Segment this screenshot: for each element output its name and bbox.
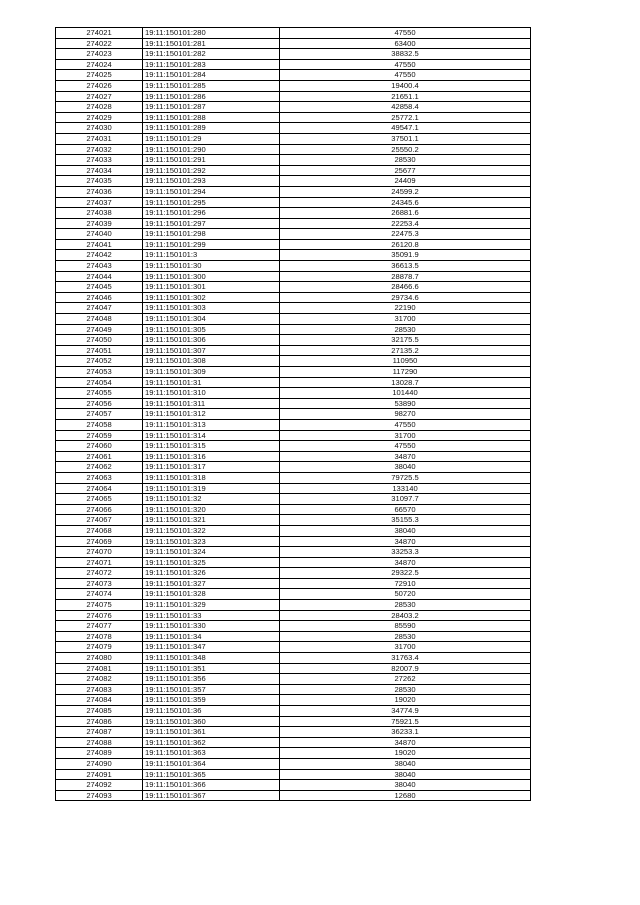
value-cell: 29734.6 [280,292,531,303]
table-row [56,525,531,536]
table-row [56,748,531,759]
cadastral-number-cell: 19:11:150101:363 [143,748,280,759]
row-id-cell: 274074 [56,589,143,600]
value-cell: 47550 [280,419,531,430]
table-row [56,674,531,685]
row-id-cell: 274060 [56,441,143,452]
table-row [56,419,531,430]
table-row [56,515,531,526]
cadastral-number-cell: 19:11:150101:312 [143,409,280,420]
value-cell: 25772.1 [280,112,531,123]
table-row [56,335,531,346]
row-id-cell: 274084 [56,695,143,706]
cadastral-number-cell: 19:11:150101:365 [143,769,280,780]
value-cell: 19020 [280,695,531,706]
cadastral-number-cell: 19:11:150101:316 [143,451,280,462]
value-cell: 34870 [280,536,531,547]
value-cell: 31763.4 [280,653,531,664]
cadastral-number-cell: 19:11:150101:303 [143,303,280,314]
cadastral-number-cell: 19:11:150101:304 [143,314,280,325]
table-row [56,80,531,91]
cadastral-number-cell: 19:11:150101:29 [143,133,280,144]
value-cell: 19400.4 [280,80,531,91]
value-cell: 24599.2 [280,186,531,197]
table-row [56,367,531,378]
value-cell: 47550 [280,441,531,452]
value-cell: 26881.6 [280,208,531,219]
cadastral-number-cell: 19:11:150101:357 [143,684,280,695]
cadastral-number-cell: 19:11:150101:313 [143,419,280,430]
table-row [56,261,531,272]
table-row [56,324,531,335]
value-cell: 22190 [280,303,531,314]
table-row [56,409,531,420]
table-row [56,568,531,579]
value-cell: 49547.1 [280,123,531,134]
table-row [56,70,531,81]
cadastral-number-cell: 19:11:150101:351 [143,663,280,674]
cadastral-number-cell: 19:11:150101:360 [143,716,280,727]
table-row [56,176,531,187]
cadastral-number-cell: 19:11:150101:307 [143,345,280,356]
table-row [56,303,531,314]
table-row [56,589,531,600]
row-id-cell: 274081 [56,663,143,674]
cadastral-number-cell: 19:11:150101:294 [143,186,280,197]
cadastral-number-cell: 19:11:150101:293 [143,176,280,187]
table-row [56,790,531,801]
table-row [56,144,531,155]
row-id-cell: 274046 [56,292,143,303]
cadastral-number-cell: 19:11:150101:287 [143,102,280,113]
table-row [56,356,531,367]
value-cell: 19020 [280,748,531,759]
cadastral-number-cell: 19:11:150101:286 [143,91,280,102]
row-id-cell: 274072 [56,568,143,579]
value-cell: 32175.5 [280,335,531,346]
table-row [56,642,531,653]
row-id-cell: 274079 [56,642,143,653]
cadastral-number-cell: 19:11:150101:290 [143,144,280,155]
row-id-cell: 274049 [56,324,143,335]
cadastral-number-cell: 19:11:150101:31 [143,377,280,388]
table-row [56,345,531,356]
cadastral-number-cell: 19:11:150101:306 [143,335,280,346]
row-id-cell: 274050 [56,335,143,346]
cadastral-number-cell: 19:11:150101:302 [143,292,280,303]
table-row [56,600,531,611]
cadastral-number-cell: 19:11:150101:347 [143,642,280,653]
cadastral-number-cell: 19:11:150101:327 [143,578,280,589]
value-cell: 34774.9 [280,706,531,717]
value-cell: 24345.6 [280,197,531,208]
value-cell: 27262 [280,674,531,685]
row-id-cell: 274036 [56,186,143,197]
table-row [56,578,531,589]
cadastral-number-cell: 19:11:150101:281 [143,38,280,49]
cadastral-number-cell: 19:11:150101:320 [143,504,280,515]
cadastral-number-cell: 19:11:150101:325 [143,557,280,568]
value-cell: 47550 [280,59,531,70]
cadastral-number-cell: 19:11:150101:318 [143,472,280,483]
value-cell: 28403.2 [280,610,531,621]
value-cell: 36233.1 [280,727,531,738]
row-id-cell: 274068 [56,525,143,536]
cadastral-number-cell: 19:11:150101:326 [143,568,280,579]
row-id-cell: 274022 [56,38,143,49]
row-id-cell: 274082 [56,674,143,685]
cadastral-number-cell: 19:11:150101:367 [143,790,280,801]
row-id-cell: 274035 [56,176,143,187]
row-id-cell: 274056 [56,398,143,409]
table-row [56,133,531,144]
cadastral-number-cell: 19:11:150101:34 [143,631,280,642]
cadastral-number-cell: 19:11:150101:288 [143,112,280,123]
value-cell: 133140 [280,483,531,494]
value-cell: 28530 [280,600,531,611]
cadastral-number-cell: 19:11:150101:315 [143,441,280,452]
value-cell: 33253.3 [280,547,531,558]
row-id-cell: 274063 [56,472,143,483]
value-cell: 27135.2 [280,345,531,356]
row-id-cell: 274073 [56,578,143,589]
table-row [56,377,531,388]
table-row [56,483,531,494]
table-row [56,239,531,250]
value-cell: 29322.5 [280,568,531,579]
row-id-cell: 274087 [56,727,143,738]
cadastral-number-cell: 19:11:150101:311 [143,398,280,409]
table-row [56,780,531,791]
row-id-cell: 274048 [56,314,143,325]
cadastral-number-cell: 19:11:150101:308 [143,356,280,367]
row-id-cell: 274025 [56,70,143,81]
row-id-cell: 274069 [56,536,143,547]
value-cell: 35091.9 [280,250,531,261]
value-cell: 110950 [280,356,531,367]
value-cell: 25677 [280,165,531,176]
value-cell: 98270 [280,409,531,420]
value-cell: 28878.7 [280,271,531,282]
cadastral-number-cell: 19:11:150101:324 [143,547,280,558]
value-cell: 38040 [280,462,531,473]
value-cell: 37501.1 [280,133,531,144]
value-cell: 12680 [280,790,531,801]
row-id-cell: 274067 [56,515,143,526]
cadastral-number-cell: 19:11:150101:364 [143,758,280,769]
table-row [56,28,531,39]
row-id-cell: 274042 [56,250,143,261]
value-cell: 38040 [280,525,531,536]
value-cell: 36613.5 [280,261,531,272]
cadastral-number-cell: 19:11:150101:296 [143,208,280,219]
cadastral-number-cell: 19:11:150101:300 [143,271,280,282]
table-row [56,504,531,515]
row-id-cell: 274091 [56,769,143,780]
table-row [56,727,531,738]
value-cell: 42858.4 [280,102,531,113]
cadastral-number-cell: 19:11:150101:295 [143,197,280,208]
cadastral-number-cell: 19:11:150101:309 [143,367,280,378]
row-id-cell: 274030 [56,123,143,134]
table-row [56,462,531,473]
row-id-cell: 274057 [56,409,143,420]
value-cell: 31700 [280,430,531,441]
value-cell: 26120.8 [280,239,531,250]
row-id-cell: 274090 [56,758,143,769]
value-cell: 28530 [280,684,531,695]
row-id-cell: 274023 [56,49,143,60]
cadastral-number-cell: 19:11:150101:310 [143,388,280,399]
table-row [56,102,531,113]
cadastral-number-cell: 19:11:150101:366 [143,780,280,791]
value-cell: 38040 [280,769,531,780]
table-row [56,218,531,229]
cadastral-number-cell: 19:11:150101:285 [143,80,280,91]
value-cell: 35155.3 [280,515,531,526]
cadastral-number-cell: 19:11:150101:284 [143,70,280,81]
value-cell: 66570 [280,504,531,515]
row-id-cell: 274039 [56,218,143,229]
cadastral-number-cell: 19:11:150101:330 [143,621,280,632]
value-cell: 13028.7 [280,377,531,388]
row-id-cell: 274092 [56,780,143,791]
value-cell: 53890 [280,398,531,409]
table-row [56,610,531,621]
cadastral-number-cell: 19:11:150101:317 [143,462,280,473]
value-cell: 85590 [280,621,531,632]
row-id-cell: 274033 [56,155,143,166]
table-row [56,451,531,462]
value-cell: 25550.2 [280,144,531,155]
value-cell: 31097.7 [280,494,531,505]
table-row [56,536,531,547]
row-id-cell: 274059 [56,430,143,441]
cadastral-number-cell: 19:11:150101:322 [143,525,280,536]
row-id-cell: 274055 [56,388,143,399]
row-id-cell: 274045 [56,282,143,293]
row-id-cell: 274076 [56,610,143,621]
row-id-cell: 274070 [56,547,143,558]
value-cell: 28530 [280,631,531,642]
value-cell: 117290 [280,367,531,378]
cadastral-number-cell: 19:11:150101:297 [143,218,280,229]
cadastral-number-cell: 19:11:150101:283 [143,59,280,70]
table-row [56,208,531,219]
row-id-cell: 274040 [56,229,143,240]
value-cell: 38040 [280,758,531,769]
table-row [56,769,531,780]
cadastral-number-cell: 19:11:150101:328 [143,589,280,600]
row-id-cell: 274064 [56,483,143,494]
table-row [56,282,531,293]
row-id-cell: 274061 [56,451,143,462]
row-id-cell: 274083 [56,684,143,695]
value-cell: 82007.9 [280,663,531,674]
value-cell: 101440 [280,388,531,399]
table-row [56,494,531,505]
cadastral-number-cell: 19:11:150101:36 [143,706,280,717]
document-table [55,27,531,801]
table-row [56,695,531,706]
table-row [56,547,531,558]
row-id-cell: 274026 [56,80,143,91]
cadastral-number-cell: 19:11:150101:362 [143,737,280,748]
value-cell: 47550 [280,28,531,39]
table-row [56,292,531,303]
row-id-cell: 274093 [56,790,143,801]
row-id-cell: 274034 [56,165,143,176]
value-cell: 28530 [280,155,531,166]
value-cell: 75921.5 [280,716,531,727]
row-id-cell: 274071 [56,557,143,568]
cadastral-number-cell: 19:11:150101:319 [143,483,280,494]
value-cell: 34870 [280,737,531,748]
table-body [56,28,531,801]
cadastral-number-cell: 19:11:150101:305 [143,324,280,335]
row-id-cell: 274075 [56,600,143,611]
table-row [56,398,531,409]
row-id-cell: 274053 [56,367,143,378]
value-cell: 63400 [280,38,531,49]
cadastral-number-cell: 19:11:150101:323 [143,536,280,547]
table-row [56,59,531,70]
table-row [56,663,531,674]
value-cell: 22475.3 [280,229,531,240]
value-cell: 50720 [280,589,531,600]
table-row [56,441,531,452]
row-id-cell: 274058 [56,419,143,430]
table-row [56,49,531,60]
table-row [56,91,531,102]
cadastral-number-cell: 19:11:150101:33 [143,610,280,621]
row-id-cell: 274085 [56,706,143,717]
table-row [56,186,531,197]
cadastral-number-cell: 19:11:150101:329 [143,600,280,611]
row-id-cell: 274044 [56,271,143,282]
cadastral-number-cell: 19:11:150101:3 [143,250,280,261]
cadastral-number-cell: 19:11:150101:321 [143,515,280,526]
table-row [56,155,531,166]
cadastral-number-cell: 19:11:150101:299 [143,239,280,250]
row-id-cell: 274021 [56,28,143,39]
cadastral-number-cell: 19:11:150101:359 [143,695,280,706]
row-id-cell: 274051 [56,345,143,356]
table-row [56,229,531,240]
row-id-cell: 274078 [56,631,143,642]
row-id-cell: 274027 [56,91,143,102]
row-id-cell: 274066 [56,504,143,515]
value-cell: 47550 [280,70,531,81]
table-row [56,314,531,325]
row-id-cell: 274041 [56,239,143,250]
cadastral-number-cell: 19:11:150101:314 [143,430,280,441]
cadastral-number-cell: 19:11:150101:348 [143,653,280,664]
cadastral-number-cell: 19:11:150101:32 [143,494,280,505]
table-row [56,557,531,568]
row-id-cell: 274032 [56,144,143,155]
value-cell: 31700 [280,642,531,653]
row-id-cell: 274089 [56,748,143,759]
value-cell: 28530 [280,324,531,335]
table-row [56,123,531,134]
value-cell: 79725.5 [280,472,531,483]
table-row [56,197,531,208]
row-id-cell: 274047 [56,303,143,314]
value-cell: 34870 [280,557,531,568]
value-cell: 72910 [280,578,531,589]
row-id-cell: 274037 [56,197,143,208]
table-row [56,250,531,261]
table-row [56,684,531,695]
cadastral-number-cell: 19:11:150101:291 [143,155,280,166]
table-row [56,706,531,717]
cadastral-number-cell: 19:11:150101:280 [143,28,280,39]
table-row [56,388,531,399]
row-id-cell: 274065 [56,494,143,505]
row-id-cell: 274086 [56,716,143,727]
row-id-cell: 274054 [56,377,143,388]
table-row [56,430,531,441]
row-id-cell: 274031 [56,133,143,144]
table-row [56,112,531,123]
cadastral-number-cell: 19:11:150101:289 [143,123,280,134]
value-cell: 38040 [280,780,531,791]
row-id-cell: 274077 [56,621,143,632]
value-cell: 28466.6 [280,282,531,293]
row-id-cell: 274029 [56,112,143,123]
value-cell: 21651.1 [280,91,531,102]
table-row [56,472,531,483]
cadastral-number-cell: 19:11:150101:30 [143,261,280,272]
cadastral-number-cell: 19:11:150101:301 [143,282,280,293]
row-id-cell: 274043 [56,261,143,272]
cadastral-number-cell: 19:11:150101:292 [143,165,280,176]
table-row [56,653,531,664]
value-cell: 22253.4 [280,218,531,229]
row-id-cell: 274028 [56,102,143,113]
value-cell: 31700 [280,314,531,325]
table-row [56,271,531,282]
table-row [56,631,531,642]
table-row [56,758,531,769]
row-id-cell: 274062 [56,462,143,473]
cadastral-number-cell: 19:11:150101:361 [143,727,280,738]
row-id-cell: 274052 [56,356,143,367]
row-id-cell: 274088 [56,737,143,748]
row-id-cell: 274024 [56,59,143,70]
row-id-cell: 274080 [56,653,143,664]
value-cell: 38832.5 [280,49,531,60]
table-row [56,38,531,49]
table-row [56,165,531,176]
value-cell: 34870 [280,451,531,462]
row-id-cell: 274038 [56,208,143,219]
value-cell: 24409 [280,176,531,187]
table-row [56,716,531,727]
cadastral-number-cell: 19:11:150101:282 [143,49,280,60]
table-row [56,737,531,748]
table-row [56,621,531,632]
data-table [55,27,531,801]
cadastral-number-cell: 19:11:150101:356 [143,674,280,685]
cadastral-number-cell: 19:11:150101:298 [143,229,280,240]
